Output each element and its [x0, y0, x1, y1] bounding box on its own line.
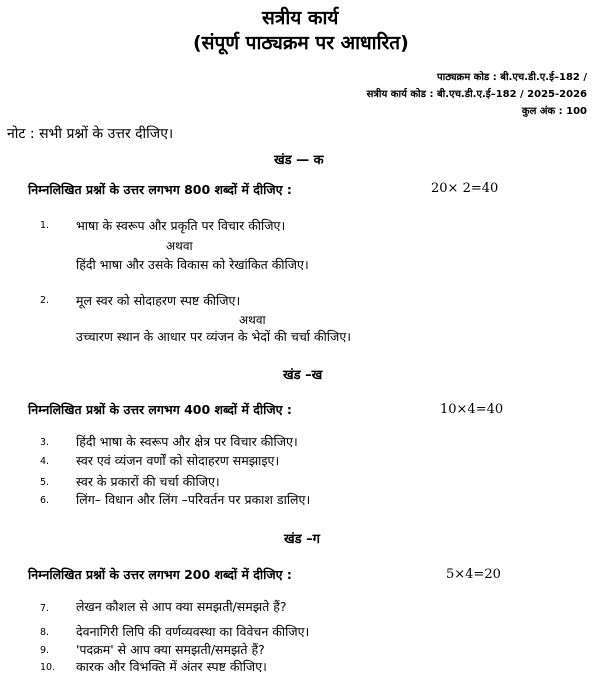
question-text: लेखन कौशल से आप क्या समझती/समझते हैं?	[76, 599, 287, 614]
section-marks-b: 10×4=40	[440, 402, 504, 417]
section-heading-a: खंड — क	[274, 153, 324, 168]
question-text: भाषा के स्वरूप और प्रकृति पर विचार कीजिए।	[76, 218, 286, 233]
question-text: लिंग– विधान और लिंग –परिवर्तन पर प्रकाश डालिए।	[76, 492, 311, 507]
document-subtitle: (संपूर्ण पाठ्यक्रम पर आधारित)	[193, 32, 409, 54]
or-label: अथवा	[166, 239, 193, 253]
question-number: 8.	[40, 627, 50, 638]
section-instruction-c: निम्नलिखित प्रश्नों के उत्तर लगभग 200 शब्दों में दीजिए :	[28, 567, 292, 582]
question-number: 2.	[40, 295, 50, 306]
section-instruction-a: निम्नलिखित प्रश्नों के उत्तर लगभग 800 शब्दों में दीजिए :	[28, 182, 292, 197]
question-number: 7.	[40, 603, 50, 614]
total-marks: कुल अंक : 100	[521, 106, 587, 117]
question-number: 10.	[40, 662, 56, 673]
question-text: कारक और विभक्ति में अंतर स्पष्ट कीजिए।	[76, 659, 267, 674]
section-heading-b: खंड –ख	[283, 368, 323, 383]
question-alt-text: हिंदी भाषा और उसके विकास को रेखांकित कीजिए।	[76, 257, 309, 272]
question-text: मूल स्वर को सोदाहरण स्पष्ट कीजिए।	[76, 293, 241, 308]
section-instruction-b: निम्नलिखित प्रश्नों के उत्तर लगभग 400 शब्दों में दीजिए :	[28, 402, 292, 417]
question-number: 9.	[40, 645, 50, 656]
question-alt-text: उच्चारण स्थान के आधार पर व्यंजन के भेदों की चर्चा कीजिए।	[76, 329, 351, 344]
question-text: स्वर के प्रकारों की चर्चा कीजिए।	[76, 474, 220, 489]
or-label: अथवा	[239, 313, 266, 327]
question-number: 1.	[40, 220, 50, 231]
question-number: 5.	[40, 477, 50, 488]
section-marks-a: 20× 2=40	[431, 181, 499, 196]
course-code: पाठ्यक्रम कोड : बी.एच.डी.ए.ई–182 /	[436, 72, 587, 83]
question-number: 6.	[40, 495, 50, 506]
section-heading-c: खंड –ग	[284, 532, 320, 547]
document-title: सत्रीय कार्य	[262, 7, 339, 29]
section-marks-c: 5×4=20	[446, 567, 501, 582]
question-number: 3.	[40, 437, 50, 448]
instructions-note: नोट : सभी प्रश्नों के उत्तर दीजिए।	[7, 126, 174, 142]
question-number: 4.	[40, 456, 50, 467]
question-text: देवनागिरी लिपि की वर्णव्यवस्था का विवेचन कीजिए।	[76, 624, 310, 639]
assignment-code: सत्रीय कार्य कोड : बी.एच.डी.ए.ई–182 / 2025-2026	[366, 89, 587, 100]
question-text: स्वर एवं व्यंजन वर्णों को सोदाहरण समझाइए।	[76, 453, 280, 468]
question-text: हिंदी भाषा के स्वरूप और क्षेत्र पर विचार कीजिए।	[76, 434, 298, 449]
question-text: 'पदक्रम' से आप क्या समझती/समझते हैं?	[76, 642, 265, 657]
